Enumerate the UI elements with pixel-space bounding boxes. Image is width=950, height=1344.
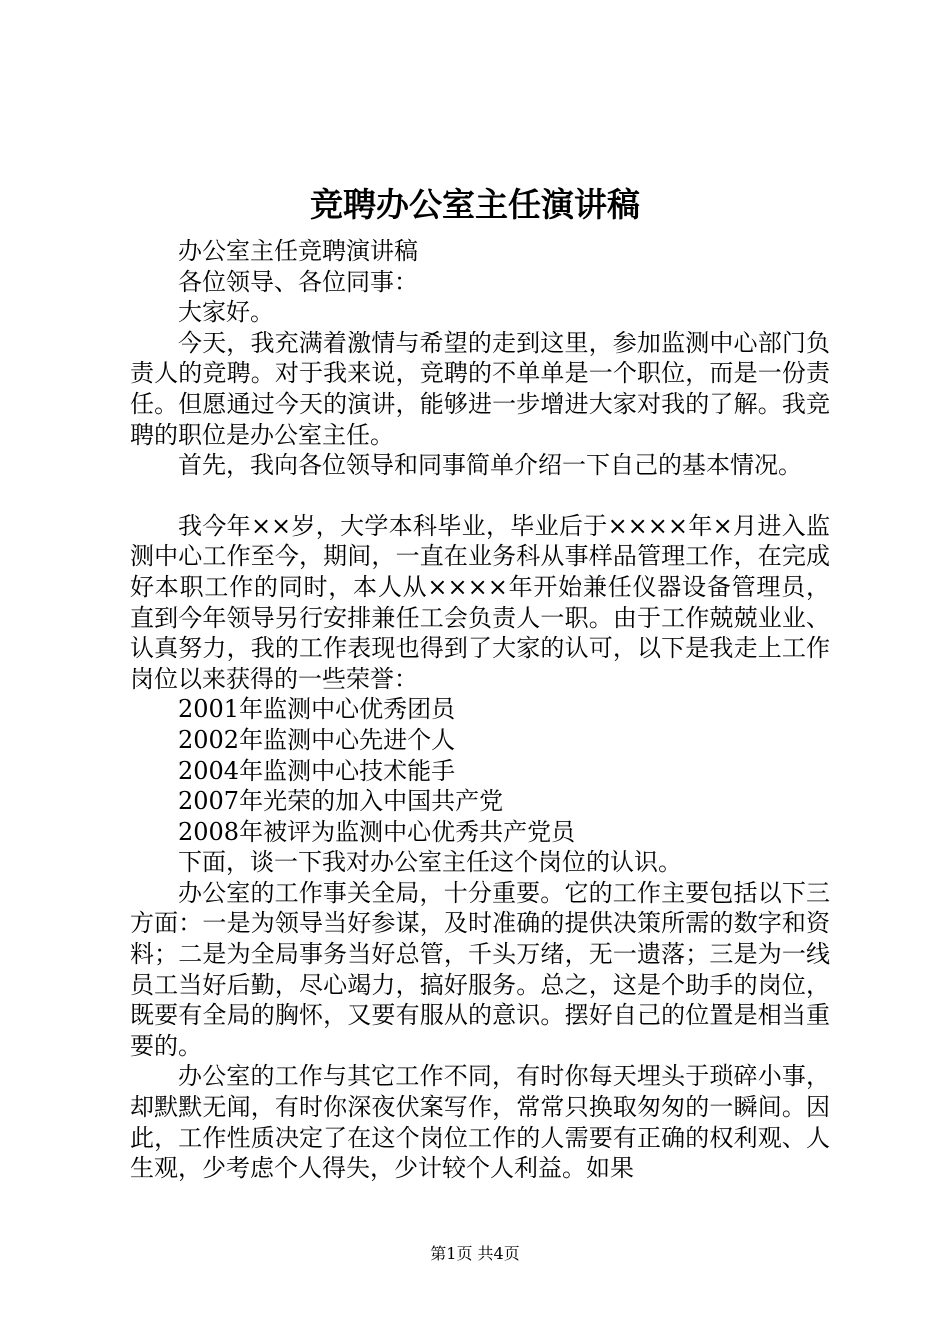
honor-item: 2002年监测中心先进个人 [178, 725, 456, 754]
honor-item: 2007年光荣的加入中国共产党 [178, 787, 504, 816]
paragraph-self-intro-lead: 首先，我向各位领导和同事简单介绍一下自己的基本情况。 [178, 451, 802, 480]
honor-item: 2001年监测中心优秀团员 [178, 695, 456, 724]
paragraph-heading: 办公室主任竞聘演讲稿 [178, 237, 418, 265]
honor-item: 2008年被评为监测中心优秀共产党员 [178, 817, 576, 846]
document-title: 竞聘办公室主任演讲稿 [310, 185, 640, 224]
paragraph-role-lead: 下面，谈一下我对办公室主任这个岗位的认识。 [178, 848, 682, 877]
paragraph-role-nature: 办公室的工作与其它工作不同，有时你每天埋头于琐碎小事，却默默无闻，有时你深夜伏案写作，常常只换取匆匆的一瞬间。因此，工作性质决定了在这个岗位工作的人需要有正确的权利观、人生观，少考虑个人得失，少计较个人利益。如果 [130, 1062, 830, 1183]
paragraph-intro: 今天，我充满着激情与希望的走到这里，参加监测中心部门负责人的竞聘。对于我来说，竞聘的不单单是一个职位，而是一份责任。但愿通过今天的演讲，能够进一步增进大家对我的了解。我竞聘的职位是办公室主任。 [130, 328, 830, 449]
honor-item: 2004年监测中心技术能手 [178, 756, 456, 785]
page-footer: 第1页 共4页 [430, 1244, 520, 1263]
paragraph-role-importance: 办公室的工作事关全局，十分重要。它的工作主要包括以下三方面：一是为领导当好参谋，及时准确的提供决策所需的数字和资料；二是为全局事务当好总管，千头万绪，无一遗落；三是为一线员工当好后勤，尽心竭力，搞好服务。总之，这是个助手的岗位，既要有全局的胸怀，又要有服从的意识。摆好自己的位置是相当重要的。 [130, 878, 830, 1060]
paragraph-greeting: 大家好。 [178, 298, 274, 327]
paragraph-salutation: 各位领导、各位同事： [178, 267, 418, 296]
paragraph-background: 我今年××岁，大学本科毕业，毕业后于××××年×月进入监测中心工作至今，期间，一直在业务科从事样品管理工作，在完成好本职工作的同时，本人从××××年开始兼任仪器设备管理员，直到今年领导另行安排兼任工会负责人一职。由于工作兢兢业业、认真努力，我的工作表现也得到了大家的认可，以下是我走上工作岗位以来获得的一些荣誉： [130, 511, 830, 693]
document-body [130, 236, 830, 1184]
